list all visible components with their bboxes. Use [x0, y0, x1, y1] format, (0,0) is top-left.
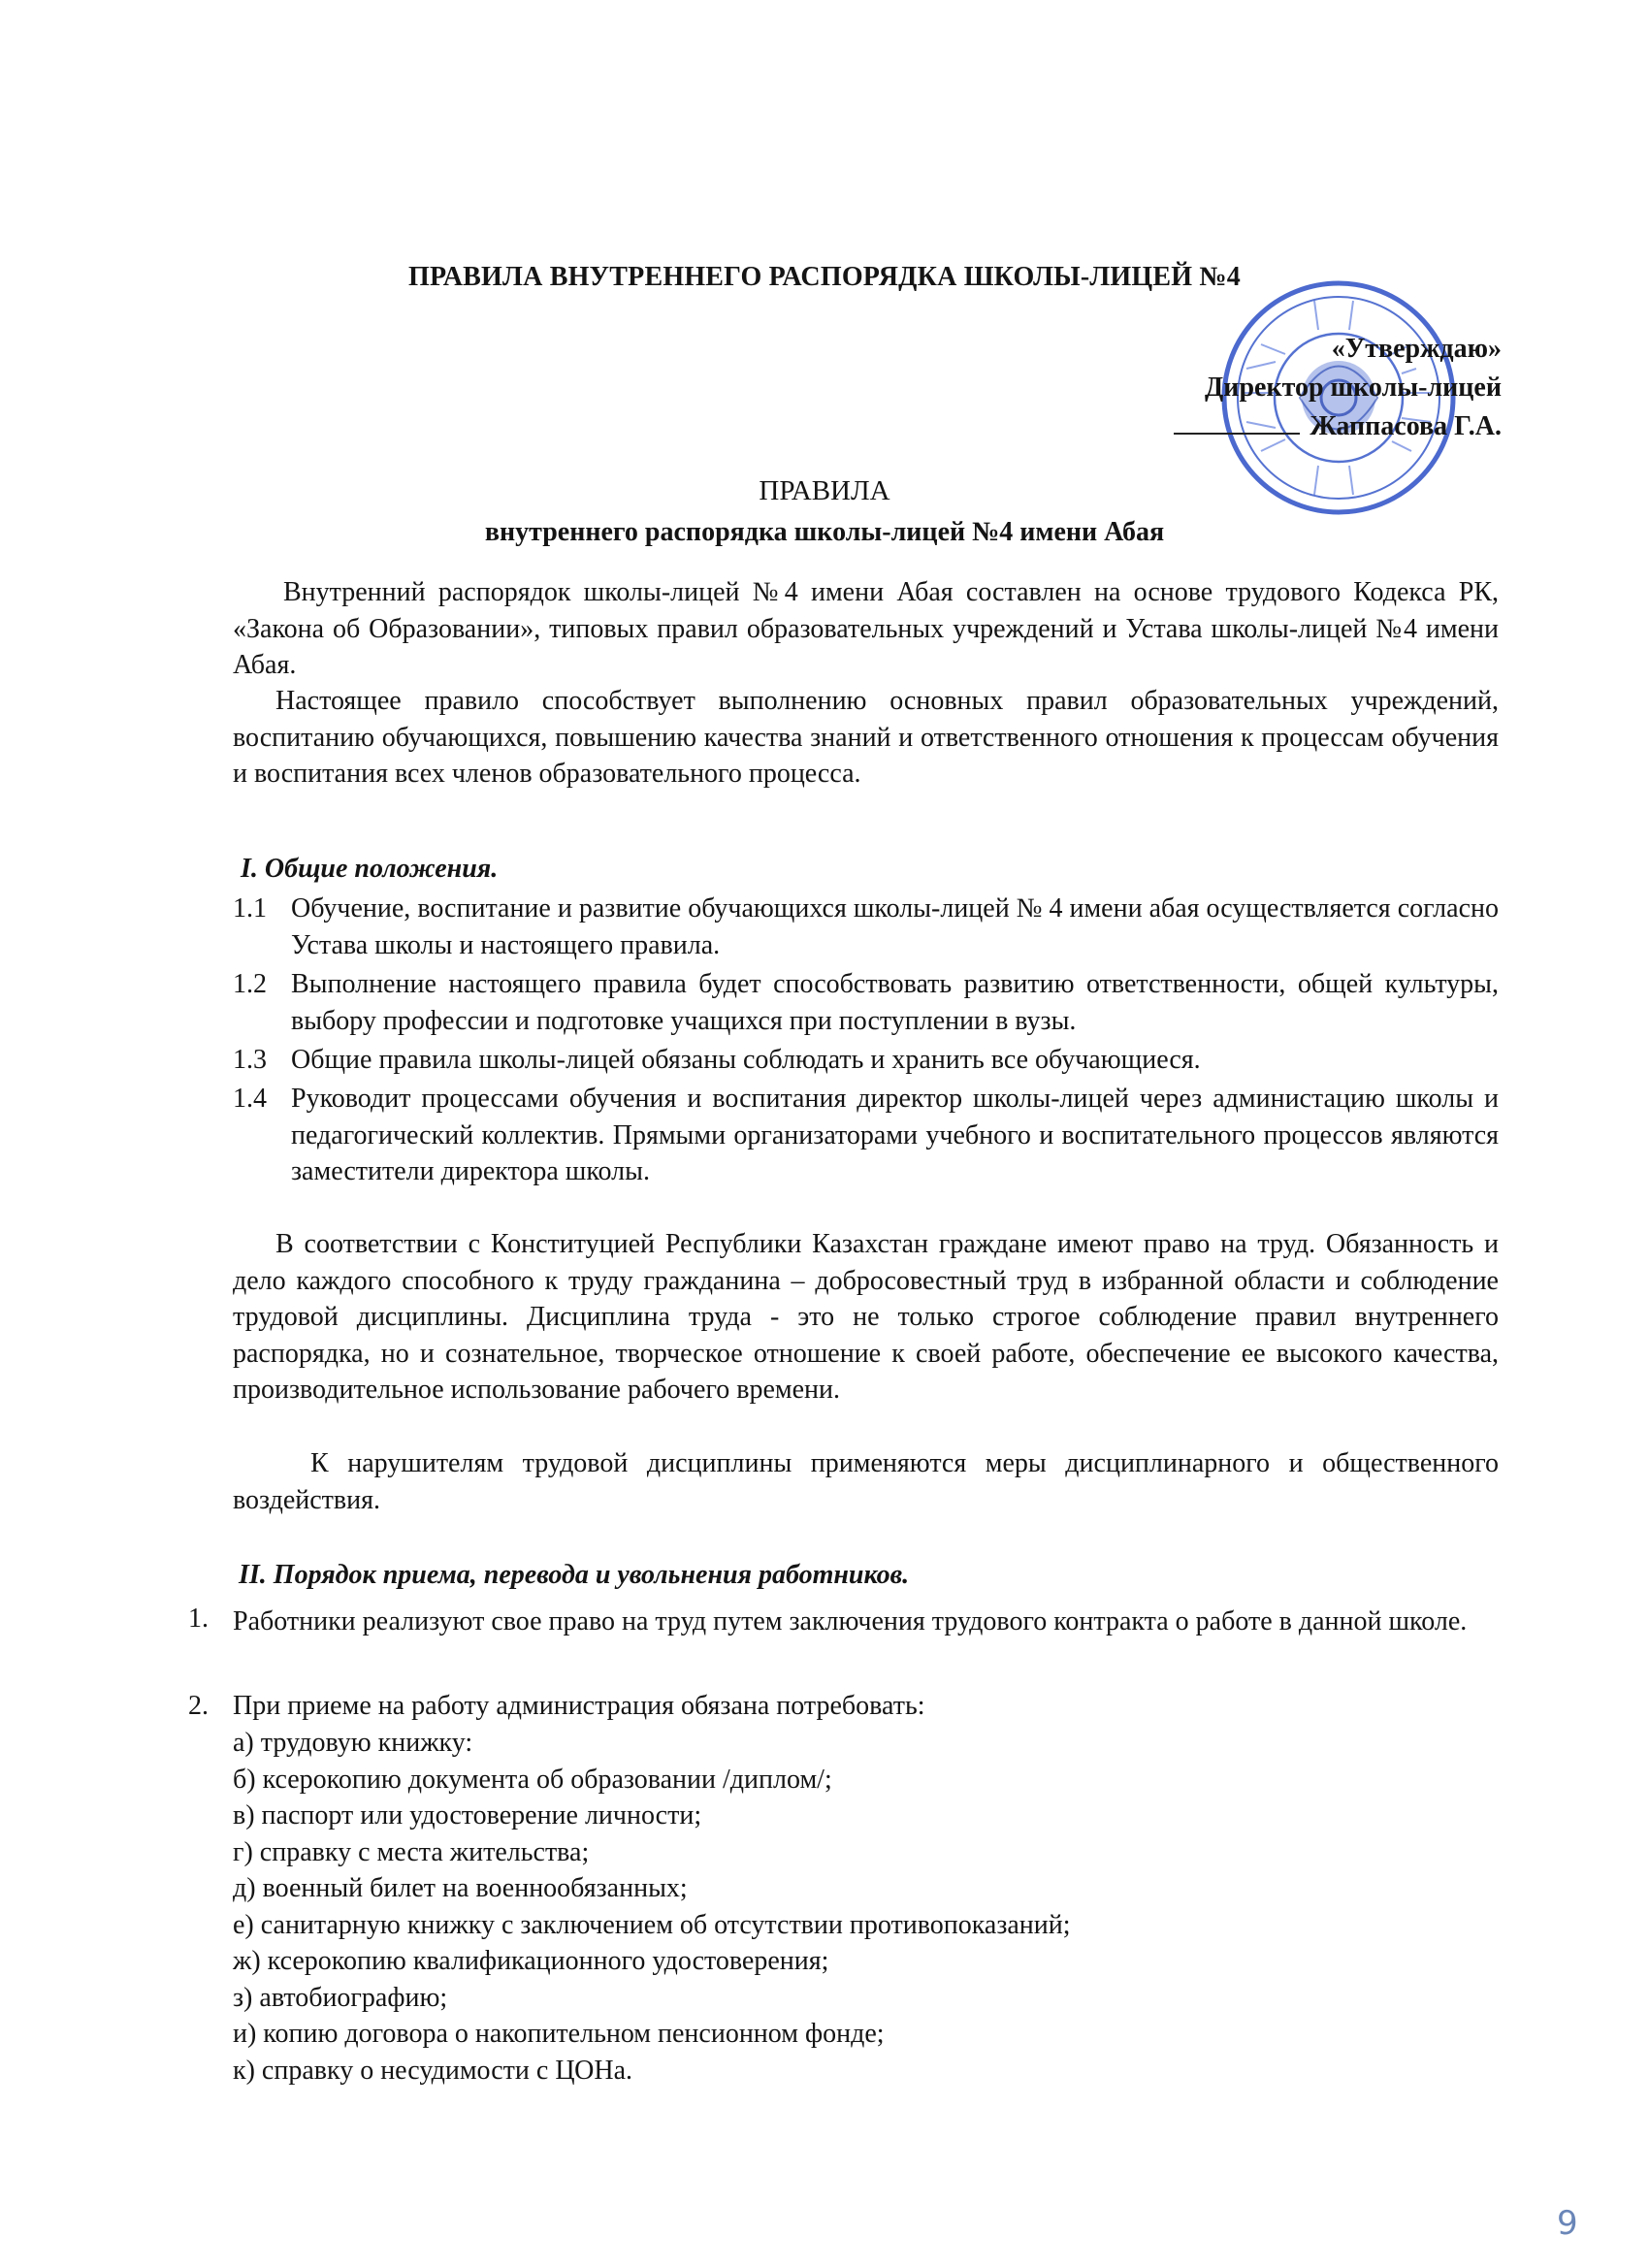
list-item — [233, 891, 1499, 963]
section-title: I. Общие положения. — [241, 854, 499, 884]
document-title: ПРАВИЛА ВНУТРЕННЕГО РАСПОРЯДКА ШКОЛЫ-ЛИЦЕЙ №4 — [408, 262, 1241, 292]
approval-position: Директор школы-лицей — [1205, 373, 1502, 403]
sub-list — [233, 1725, 1071, 2089]
signature-blank — [1174, 411, 1300, 435]
item-text: Общие правила школы-лицей обязаны соблюдать и хранить все обучающиеся. — [291, 1045, 1201, 1075]
intro-paragraph: Внутренний распорядок школы-лицей №4 имени Абая составлен на основе трудового Кодекса РК, «Закона об Образовании», типовых правил образовательных учреждений и Устава школы-лицей №4 имени Абая. — [233, 577, 1499, 680]
item-text: При приеме на работу администрация обязана потребовать: — [233, 1691, 925, 1721]
approval-block — [1174, 330, 1502, 446]
list-item — [233, 1042, 1499, 1079]
approval-signature-line — [1174, 407, 1502, 446]
sub-item: з) автобиографию; — [233, 1982, 448, 2013]
item-number: 1.4 — [233, 1084, 267, 1114]
page-number: 9 — [1557, 2204, 1578, 2243]
sub-item: к) справку о несудимости с ЦОНа. — [233, 2055, 633, 2086]
item-number: 1. — [188, 1604, 209, 1634]
sub-item: и) копию договора о накопительном пенсионном фонде; — [233, 2019, 885, 2049]
heading-title: ПРАВИЛА — [759, 475, 890, 506]
approval-line: «Утверждаю» — [1331, 334, 1502, 364]
intro-paragraph: Настоящее правило способствует выполнению основных правил образовательных учреждений, воспитанию обучающихся, повышению качества знаний и ответственного отношения к процессам обучения и воспитания всех членов образовательного процесса. — [233, 686, 1499, 789]
item-text: Выполнение настоящего правила будет способствовать развитию ответственности, общей культуры, выбору профессии и подготовке учащихся при поступлении в вузы. — [291, 969, 1499, 1036]
labor-paragraph: В соответствии с Конституцией Республики Казахстан граждане имеют право на труд. Обязанность и дело каждого способного к труду гражданина – добросовестный труд в избранной области и соблюдение трудовой дисциплины. Дисциплина труда - это не только строгое соблюдение правил внутреннего распорядка, но и сознательное, творческое отношение к своей работе, обеспечение ее высокого качества, производительное использование рабочего времени. — [233, 1229, 1499, 1405]
item-text: Работники реализуют свое право на труд путем заключения трудового контракта о работе в данной школе. — [233, 1606, 1468, 1636]
list-item — [188, 1601, 1494, 1642]
sub-item: б) ксерокопию документа об образовании /диплом/; — [233, 1764, 832, 1795]
sub-item: в) паспорт или удостоверение личности; — [233, 1800, 702, 1831]
sub-item: а) трудовую книжку: — [233, 1728, 473, 1758]
list-item — [188, 1688, 1494, 1725]
item-number: 1.1 — [233, 893, 267, 923]
list-item — [233, 966, 1499, 1039]
item-number: 1.3 — [233, 1045, 267, 1075]
sub-item: г) справку с места жительства; — [233, 1836, 590, 1867]
labor-paragraph: К нарушителям трудовой дисциплины применяются меры дисциплинарного и общественного воздействия. — [233, 1448, 1499, 1515]
sub-item: е) санитарную книжку с заключением об отсутствии противопоказаний; — [233, 1909, 1071, 1940]
sub-item: д) военный билет на военнообязанных; — [233, 1873, 688, 1903]
sub-item: ж) ксерокопию квалификационного удостоверения; — [233, 1946, 829, 1976]
approval-director-name: Жаппасова Г.А. — [1310, 411, 1502, 441]
item-text: Руководит процессами обучения и воспитания директор школы-лицей через администацию школы и педагогический коллектив. Прямыми организаторами учебного и воспитательного процессов являются заместители директора школы. — [291, 1084, 1499, 1186]
section-title: II. Порядок приема, перевода и увольнения работников. — [239, 1560, 910, 1590]
item-number: 1.2 — [233, 969, 267, 999]
list-item — [233, 1081, 1499, 1190]
item-number: 2. — [188, 1691, 209, 1721]
item-text: Обучение, воспитание и развитие обучающихся школы-лицей № 4 имени абая осуществляется согласно Устава школы и настоящего правила. — [291, 893, 1499, 960]
heading-subtitle: внутреннего распорядка школы-лицей №4 имени Абая — [484, 517, 1165, 547]
